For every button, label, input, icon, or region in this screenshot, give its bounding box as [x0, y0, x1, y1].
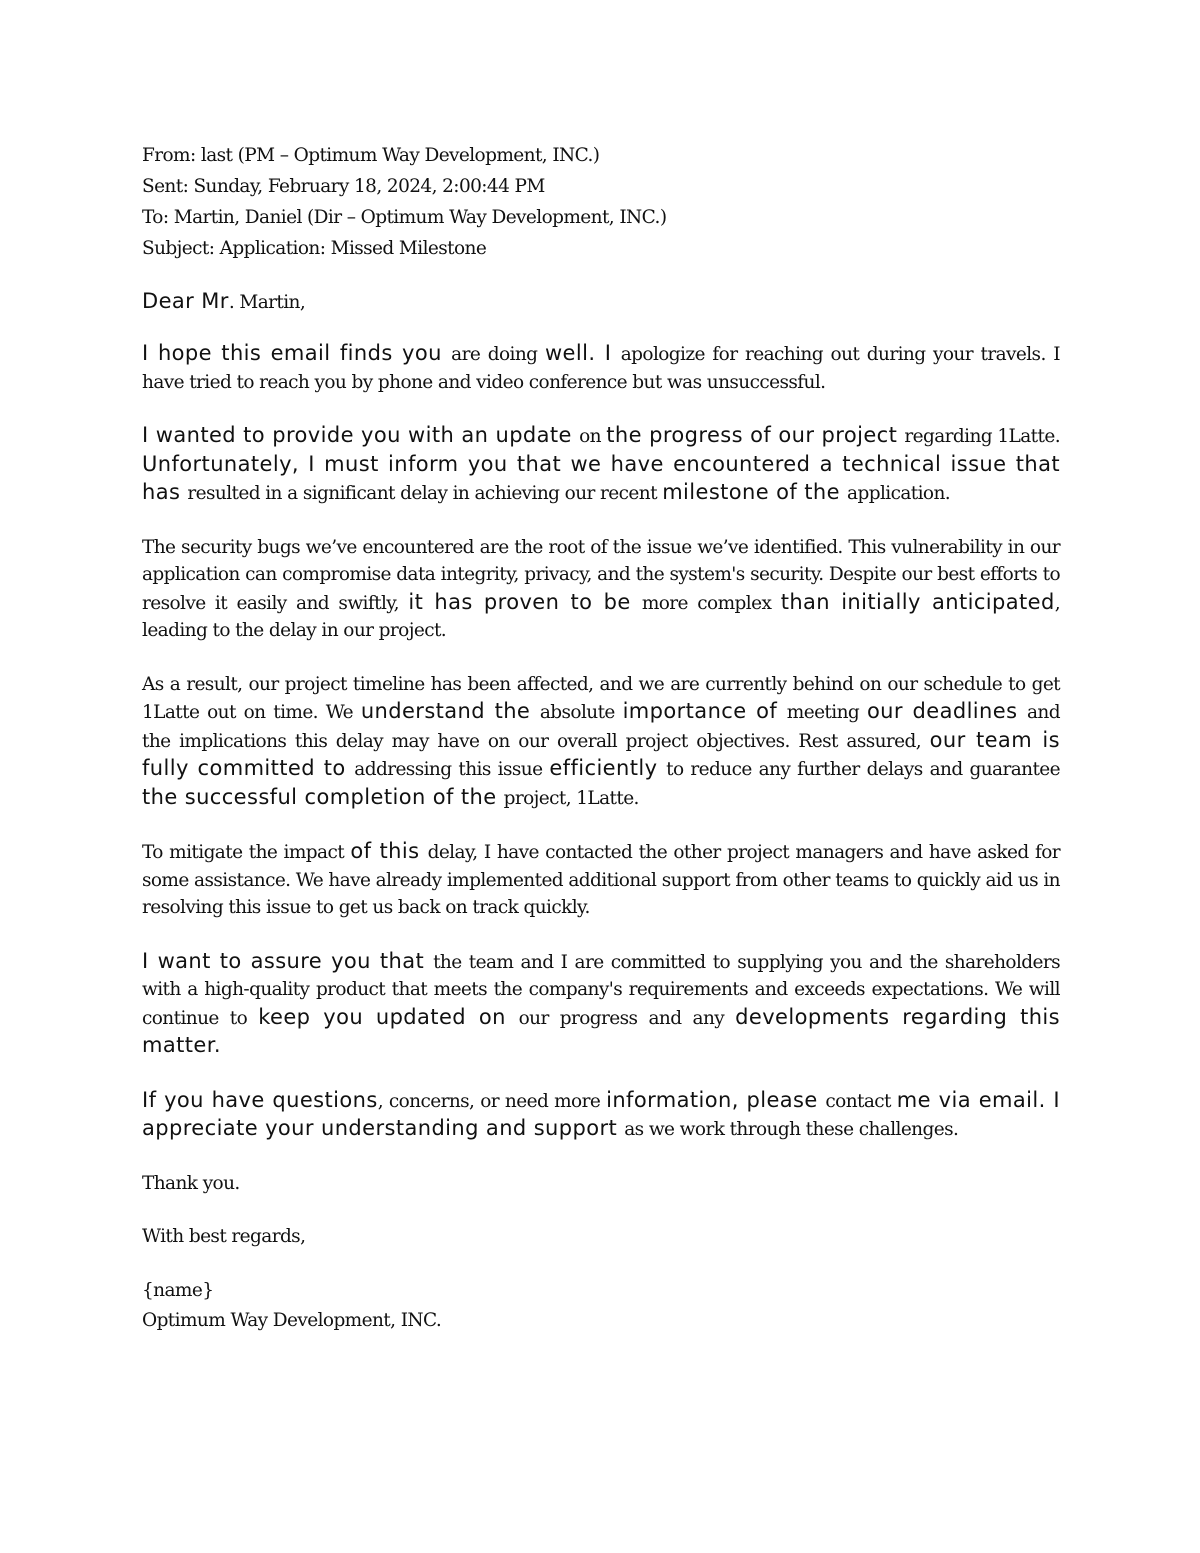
- paragraph-text-segment: I wanted to provide you with an update: [142, 423, 580, 447]
- paragraph-text-segment: as we work through these challenges.: [624, 1119, 959, 1140]
- paragraph-text-segment: the progress of our project: [606, 423, 905, 447]
- paragraph-text-segment: information, please: [606, 1087, 826, 1112]
- body-paragraph: [142, 838, 1060, 922]
- paragraph-text-segment: on: [579, 426, 607, 447]
- paragraph-text-segment: , leading to the delay in our project.: [142, 592, 1060, 641]
- email-header: [142, 140, 1060, 264]
- paragraph-text-segment: If you have questions: [142, 1087, 378, 1112]
- paragraph-text-segment: regarding 1Latte.: [904, 426, 1060, 447]
- paragraph-text-segment: efficiently: [549, 756, 667, 780]
- email-from-line: From: last (PM – Optimum Way Development, INC.): [142, 145, 600, 166]
- email-to-line: To: Martin, Daniel (Dir – Optimum Way Development, INC.): [142, 207, 667, 228]
- paragraph-text-segment: importance of: [622, 699, 787, 723]
- greeting: [142, 286, 1060, 318]
- signature-name: {name}: [142, 1279, 214, 1301]
- paragraph-text-segment: resulted in a significant delay in achieving our recent: [187, 483, 663, 504]
- email-subject-line: Subject: Application: Missed Milestone: [142, 238, 487, 259]
- paragraph-text-segment: The security bugs we’ve encountered are the root of the issue we’ve identified. This vulnerability in our application can compromise data integrity, privacy, and the system's security. Despite our best efforts to resolve it easily and swiftly,: [142, 536, 1060, 614]
- paragraph-text-segment: understand the: [360, 699, 540, 723]
- paragraph-text-segment: contact: [825, 1090, 897, 1112]
- paragraph-text-segment: and the implications this delay may have on our overall project objectives. Rest assured,: [142, 702, 1060, 752]
- email-body: [142, 340, 1060, 1144]
- paragraph-text-segment: well. I: [544, 341, 621, 365]
- paragraph-text-segment: meeting: [786, 702, 867, 723]
- signature-block: [142, 1276, 1060, 1336]
- body-paragraph: [142, 534, 1060, 645]
- paragraph-text-segment: addressing this issue: [354, 759, 550, 780]
- paragraph-text-segment: delay, I have contacted the other project managers and have asked for some assistance. We have already implemented additional support from other teams to quickly aid us in resolving this issue to get us back on track quickly.: [142, 842, 1060, 918]
- paragraph-text-segment: to reduce any further delays and guarantee: [666, 759, 1060, 780]
- paragraph-text-segment: our progress and any: [518, 1007, 736, 1029]
- greeting-recipient: . Martin,: [228, 292, 306, 313]
- paragraph-text-segment: I hope this email finds you: [142, 341, 452, 365]
- paragraph-text-segment: developments regarding this matter.: [142, 1004, 1060, 1057]
- paragraph-text-segment: , concerns, or need more: [377, 1090, 607, 1112]
- paragraph-text-segment: of this: [350, 839, 428, 863]
- paragraph-text-segment: I want to assure you that: [142, 948, 434, 973]
- paragraph-text-segment: it has proven to be: [408, 589, 642, 614]
- paragraph-text-segment: milestone of the: [662, 480, 848, 504]
- paragraph-text-segment: Unfortunately, I must inform you that we have encountered a technical issue that has: [142, 451, 1060, 504]
- paragraph-text-segment: application.: [847, 483, 951, 504]
- greeting-salutation: Dear Mr: [142, 289, 229, 313]
- paragraph-text-segment: more complex: [641, 592, 781, 614]
- paragraph-text-segment: the successful completion of the: [142, 784, 504, 809]
- body-paragraph: [142, 948, 1060, 1061]
- paragraph-text-segment: the team and I are committed to supplying you and the shareholders with a high-quality product that meets the company's requirements and exceeds expectations. We will continue to: [142, 951, 1061, 1029]
- body-paragraph: [142, 422, 1060, 508]
- paragraph-text-segment: our team is fully committed to: [142, 727, 1060, 780]
- paragraph-text-segment: our deadlines: [866, 699, 1027, 723]
- paragraph-text-segment: keep you updated on: [258, 1004, 519, 1029]
- paragraph-text-segment: than initially anticipated: [780, 589, 1055, 614]
- email-sent-line: Sent: Sunday, February 18, 2024, 2:00:44 PM: [142, 176, 545, 197]
- paragraph-text-segment: To mitigate the impact: [142, 842, 351, 863]
- email-document: [142, 140, 1060, 1336]
- closing-thanks: Thank you.: [142, 1172, 240, 1194]
- paragraph-text-segment: As a result, our project timeline has been affected, and we are currently behind on our schedule to get 1Latte out on time. We: [142, 673, 1060, 723]
- signature-company: Optimum Way Development, INC.: [142, 1309, 442, 1331]
- closing-regards: With best regards,: [142, 1225, 306, 1247]
- paragraph-text-segment: absolute: [539, 702, 623, 723]
- paragraph-text-segment: project, 1Latte.: [503, 787, 639, 809]
- paragraph-text-segment: apologize for reaching out during your travels. I have tried to reach you by phone and video conference but was unsuccessful.: [142, 344, 1060, 393]
- body-paragraph: [142, 340, 1060, 396]
- body-paragraph: [142, 671, 1060, 813]
- paragraph-text-segment: are doing: [451, 344, 545, 365]
- paragraph-text-segment: me via email. I appreciate your understanding and support: [142, 1087, 1061, 1140]
- body-paragraph: [142, 1087, 1060, 1144]
